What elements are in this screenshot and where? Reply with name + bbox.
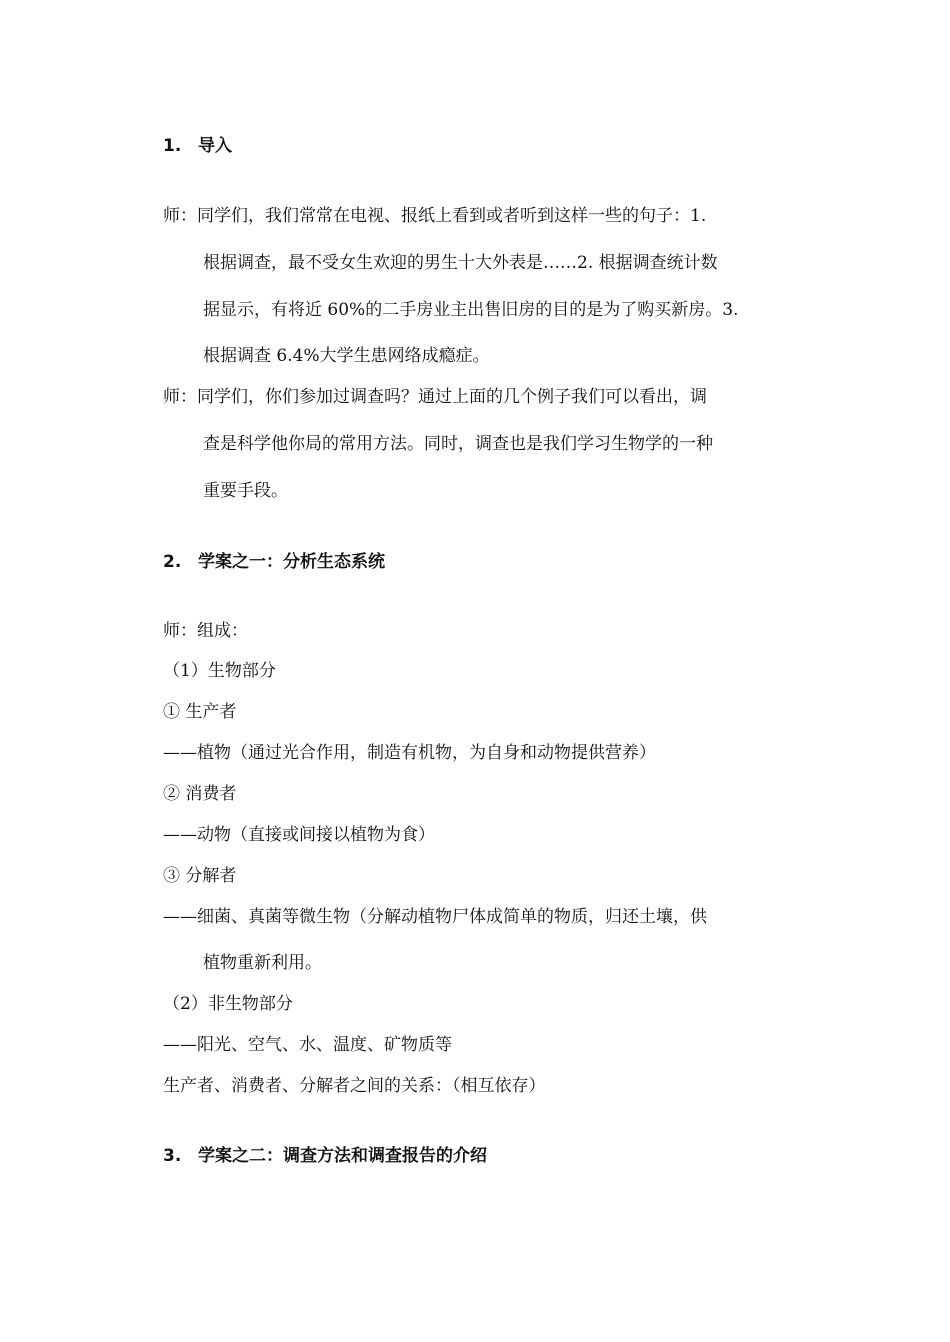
text-line: 植物重新利用。 — [203, 953, 322, 973]
text-line: （2）非生物部分 — [163, 994, 293, 1014]
section-title: 学案之二：调查方法和调查报告的介绍 — [198, 1146, 487, 1166]
paragraph-line: 查是科学他你局的常用方法。同时，调查也是我们学习生物学的一种 — [203, 434, 713, 454]
section-heading-1 — [163, 135, 232, 157]
section-number: 1. — [163, 136, 182, 156]
text-line: ① 生产者 — [163, 702, 237, 722]
section-number: 2. — [163, 552, 182, 572]
paragraph-line: 根据调查 6.4%大学生患网络成瘾症。 — [203, 346, 490, 366]
section-heading-2 — [163, 551, 385, 573]
text-line: （1）生物部分 — [163, 661, 276, 681]
text-line: ——动物（直接或间接以植物为食） — [163, 825, 435, 845]
text-line: ③ 分解者 — [163, 866, 237, 886]
text-line: 师：组成： — [163, 621, 248, 641]
paragraph-line: 据显示，有将近 60%的二手房业主出售旧房的目的是为了购买新房。3. — [203, 300, 739, 320]
section-heading-3 — [163, 1145, 487, 1167]
section-title: 导入 — [198, 136, 232, 156]
section-number: 3. — [163, 1146, 182, 1166]
paragraph-line: 重要手段。 — [203, 481, 288, 501]
text-line: ② 消费者 — [163, 784, 237, 804]
paragraph-line: 根据调查，最不受女生欢迎的男生十大外表是……2. 根据调查统计数 — [203, 253, 718, 273]
paragraph-line: 师：同学们，我们常常在电视、报纸上看到或者听到这样一些的句子：1. — [163, 206, 707, 226]
section-title: 学案之一：分析生态系统 — [198, 552, 385, 572]
text-line: ——植物（通过光合作用，制造有机物，为自身和动物提供营养） — [163, 743, 656, 763]
text-line: ——细菌、真菌等微生物（分解动植物尸体成简单的物质，归还土壤，供 — [163, 907, 707, 927]
text-line: 生产者、消费者、分解者之间的关系：（相互依存） — [163, 1076, 546, 1096]
paragraph-line: 师：同学们，你们参加过调查吗？通过上面的几个例子我们可以看出，调 — [163, 387, 707, 407]
text-line: ——阳光、空气、水、温度、矿物质等 — [163, 1035, 452, 1055]
